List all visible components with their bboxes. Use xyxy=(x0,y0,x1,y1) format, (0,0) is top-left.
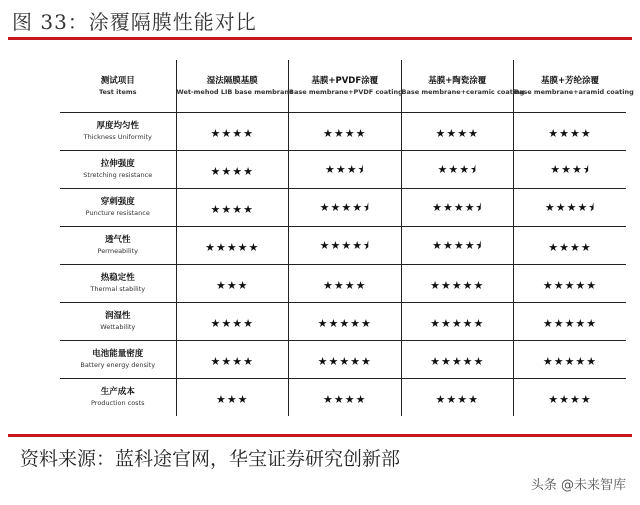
header-zh: 基膜+陶瓷涂覆 xyxy=(428,75,487,86)
table-row xyxy=(60,226,626,264)
row-label xyxy=(60,226,176,264)
rating-cell xyxy=(401,226,514,264)
star-rating-icon: ★★★★⯨ xyxy=(432,239,483,252)
bottom-rule xyxy=(8,434,632,437)
header-row xyxy=(60,60,626,112)
watermark: 头条 @未来智库 xyxy=(530,478,626,493)
rating-cell xyxy=(289,264,402,302)
row-label-en: Battery energy density xyxy=(80,361,156,369)
rating-cell xyxy=(514,150,627,188)
rating-cell xyxy=(514,112,627,150)
row-label-en: Wettability xyxy=(100,323,136,331)
row-label-zh: 穿刺强度 xyxy=(100,197,135,207)
star-rating-icon: ★★★★ xyxy=(210,202,254,216)
row-label-zh: 润湿性 xyxy=(104,311,131,321)
comparison-table xyxy=(60,60,634,416)
star-rating-icon: ★★★★ xyxy=(210,126,254,140)
star-rating-icon: ★★★⯨ xyxy=(437,163,477,176)
star-rating-icon: ★★★★ xyxy=(435,126,479,140)
header-cell-pvdf xyxy=(289,60,402,112)
star-rating-icon: ★★★★⯨ xyxy=(319,239,370,252)
star-rating-icon: ★★★★★ xyxy=(430,278,485,292)
row-label-en: Thermal stability xyxy=(90,285,146,293)
star-rating-icon: ★★★★⯨ xyxy=(432,201,483,214)
header-zh: 基膜+芳纶涂覆 xyxy=(540,75,600,86)
row-label-zh: 厚度均匀性 xyxy=(96,121,139,131)
rating-cell xyxy=(514,340,627,378)
rating-cell xyxy=(401,112,514,150)
table-row xyxy=(60,340,626,378)
star-rating-icon: ★★★★ xyxy=(210,316,254,330)
star-rating-icon: ★★★★★ xyxy=(542,278,598,292)
row-label-zh: 拉伸强度 xyxy=(100,159,135,169)
rating-cell xyxy=(289,340,402,378)
star-rating-icon: ★★★★ xyxy=(323,126,367,140)
star-rating-icon: ★★★ xyxy=(215,392,249,406)
rating-cell xyxy=(176,112,289,150)
row-label-en: Production costs xyxy=(90,399,145,408)
rating-cell xyxy=(176,378,289,416)
star-rating-icon: ★★★★★ xyxy=(430,354,485,368)
star-rating-icon: ★★★ xyxy=(215,278,249,292)
star-rating-icon: ★★★★ xyxy=(323,278,367,292)
star-rating-icon: ★★★★★ xyxy=(542,354,598,368)
star-rating-icon: ★★★★⯨ xyxy=(544,201,596,214)
rating-cell xyxy=(401,150,514,188)
star-rating-icon: ★★★★★ xyxy=(430,316,485,330)
rating-cell xyxy=(289,112,402,150)
row-label-zh: 生产成本 xyxy=(100,387,135,398)
star-rating-icon: ★★★★ xyxy=(548,240,592,254)
star-rating-icon: ★★★★ xyxy=(548,126,592,140)
header-en: Test items xyxy=(98,87,137,96)
table-row xyxy=(60,264,626,302)
header-en: Base membrane+PVDF coating xyxy=(289,87,403,96)
rating-cell xyxy=(176,150,289,188)
header-zh: 基膜+PVDF涂覆 xyxy=(311,75,379,86)
star-rating-icon: ★★★★ xyxy=(323,392,367,406)
header-cell-wet-base xyxy=(176,60,294,112)
rating-cell xyxy=(401,302,514,340)
row-label xyxy=(60,264,176,302)
row-label-en: Thickness Uniformity xyxy=(83,133,152,141)
table-row xyxy=(60,302,626,340)
star-rating-icon: ★★★★ xyxy=(210,354,254,368)
star-rating-icon: ★★★★ xyxy=(435,392,479,406)
table-row xyxy=(60,378,626,416)
row-label-en: Stretching resistance xyxy=(83,171,153,179)
rating-cell xyxy=(289,188,402,226)
rating-cell xyxy=(401,264,514,302)
header-cell-test-items xyxy=(60,60,176,112)
rating-cell xyxy=(176,264,289,302)
source-note: 资料来源：蓝科途官网，华宝证券研究创新部 xyxy=(20,448,401,470)
rating-cell xyxy=(401,188,514,226)
header-cell-aramid xyxy=(514,60,634,112)
table-row xyxy=(60,188,626,226)
rating-cell xyxy=(289,226,402,264)
rating-cell xyxy=(176,340,289,378)
rating-cell xyxy=(514,264,627,302)
header-cell-ceramic xyxy=(401,60,525,112)
header-zh: 湿法隔膜基膜 xyxy=(206,75,258,86)
row-label-en: Puncture resistance xyxy=(85,209,150,217)
rating-cell xyxy=(514,226,627,264)
header-en: Base membrane+aramid coating xyxy=(514,87,634,96)
star-rating-icon: ★★★★ xyxy=(548,392,592,406)
rating-cell xyxy=(401,378,514,416)
star-rating-icon: ★★★⯨ xyxy=(550,163,590,176)
header-zh: 测试项目 xyxy=(100,75,135,86)
rating-cell xyxy=(289,302,402,340)
top-rule xyxy=(8,37,632,40)
rating-cell xyxy=(289,378,402,416)
row-label xyxy=(60,378,176,416)
row-label-zh: 热稳定性 xyxy=(100,273,135,283)
star-rating-icon: ★★★★★ xyxy=(317,354,372,368)
table-row xyxy=(60,112,626,150)
row-label xyxy=(60,150,176,188)
row-label-zh: 电池能量密度 xyxy=(92,349,144,359)
row-label xyxy=(60,340,176,378)
rating-cell xyxy=(401,340,514,378)
rating-cell xyxy=(176,188,289,226)
header-en: Base membrane+ceramic coating xyxy=(401,87,525,96)
header-en: Wet-mehod LIB base membrane xyxy=(176,87,294,96)
row-label xyxy=(60,188,176,226)
star-rating-icon: ★★★⯨ xyxy=(325,163,365,176)
star-rating-icon: ★★★★ xyxy=(210,164,254,178)
figure-title: 图 33：涂覆隔膜性能对比 xyxy=(12,10,257,34)
star-rating-icon: ★★★★⯨ xyxy=(319,201,370,214)
star-rating-icon: ★★★★★ xyxy=(542,316,598,330)
rating-cell xyxy=(514,302,627,340)
rating-cell xyxy=(176,302,289,340)
row-label-en: Permeability xyxy=(97,247,138,255)
rating-cell xyxy=(176,226,289,264)
star-rating-icon: ★★★★★ xyxy=(205,240,260,254)
rating-cell xyxy=(514,378,627,416)
row-label xyxy=(60,302,176,340)
row-label xyxy=(60,112,176,150)
rating-cell xyxy=(289,150,402,188)
rating-cell xyxy=(514,188,627,226)
star-rating-icon: ★★★★★ xyxy=(317,316,372,330)
table-row xyxy=(60,150,626,188)
row-label-zh: 透气性 xyxy=(104,235,131,245)
